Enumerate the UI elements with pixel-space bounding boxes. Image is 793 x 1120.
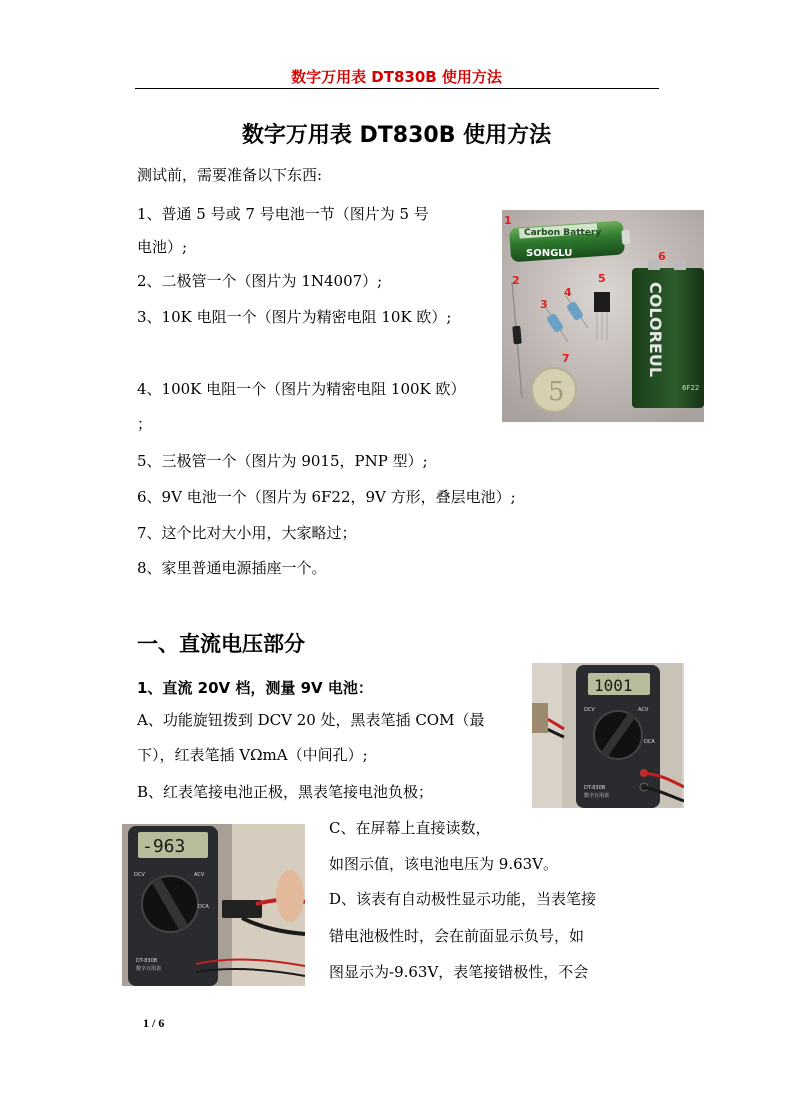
document-title: 数字万用表 DT830B 使用方法 — [241, 123, 552, 148]
aa-battery-brand: SONGLU — [526, 248, 573, 259]
aa-battery-label: Carbon Battery — [524, 228, 602, 238]
paragraph-line: 下），红表笔插 VΩmA（中间孔）; — [137, 746, 368, 764]
nine-volt-brand: COLOREUL — [646, 282, 665, 378]
paragraph-line: C、在屏幕上直接读数， — [329, 819, 491, 837]
list-item: 7、这个比对大小用，大家略过； — [137, 524, 357, 542]
component-number: 4 — [564, 286, 572, 299]
dial-label: ACV — [194, 872, 205, 878]
list-item: 4、100K 电阻一个（图片为精密电阻 100K 欧） — [137, 380, 466, 398]
dial-label: ACV — [638, 707, 649, 713]
dial-label: DCA — [644, 739, 655, 745]
brand-label: 数字万用表 — [136, 966, 162, 972]
lcd-reading: 1001 — [594, 676, 633, 695]
multimeter-photo-negative — [122, 824, 305, 986]
list-item: 5、三极管一个（图片为 9015，PNP 型）; — [137, 452, 428, 470]
section-heading: 一、直流电压部分 — [137, 632, 305, 656]
list-item: ； — [137, 415, 153, 433]
paragraph-line: D、该表有自动极性显示功能，当表笔接 — [329, 890, 597, 908]
lcd-reading: -963 — [142, 836, 186, 857]
dial-label: DCV — [134, 872, 145, 878]
paragraph-line: 图显示为-9.63V，表笔接错极性，不会 — [329, 963, 589, 981]
page-number: 1 / 6 — [143, 1016, 165, 1030]
model-label: DT-830B — [584, 785, 606, 791]
header-rule — [135, 88, 659, 89]
list-item: 6、9V 电池一个（图片为 6F22，9V 方形，叠层电池）; — [137, 488, 516, 506]
paragraph-line: B、红表笔接电池正极，黑表笔接电池负极； — [137, 783, 434, 801]
intro-text: 测试前，需要准备以下东西: — [137, 166, 323, 184]
header-title: 数字万用表 DT830B 使用方法 — [291, 68, 502, 86]
brand-label: 数字万用表 — [584, 793, 610, 799]
sub-heading: 1、直流 20V 档，测量 9V 电池： — [137, 679, 373, 697]
component-number: 2 — [512, 274, 520, 287]
dial-label: DCA — [198, 904, 209, 910]
list-item: 2、二极管一个（图片为 1N4007）; — [137, 272, 383, 290]
component-number: 3 — [540, 298, 548, 311]
component-number: 1 — [504, 214, 512, 227]
component-number: 7 — [562, 352, 570, 365]
list-item: 电池）; — [137, 238, 188, 256]
model-label: DT-830B — [136, 958, 158, 964]
components-photo — [502, 210, 704, 422]
component-number: 5 — [598, 272, 606, 285]
paragraph-line: 如图示值，该电池电压为 9.63V。 — [329, 855, 559, 873]
coin-digit: 5 — [548, 377, 565, 407]
component-number: 6 — [658, 250, 666, 263]
dial-label: DCV — [584, 707, 595, 713]
nine-volt-model: 6F22 — [682, 384, 700, 392]
list-item: 3、10K 电阻一个（图片为精密电阻 10K 欧）; — [137, 308, 452, 326]
multimeter-photo-positive — [532, 663, 684, 808]
list-item: 1、普通 5 号或 7 号电池一节（图片为 5 号 — [137, 205, 429, 223]
paragraph-line: 错电池极性时，会在前面显示负号，如 — [329, 927, 585, 945]
paragraph-line: A、功能旋钮拨到 DCV 20 处，黑表笔插 COM（最 — [137, 711, 485, 729]
list-item: 8、家里普通电源插座一个。 — [137, 559, 327, 577]
